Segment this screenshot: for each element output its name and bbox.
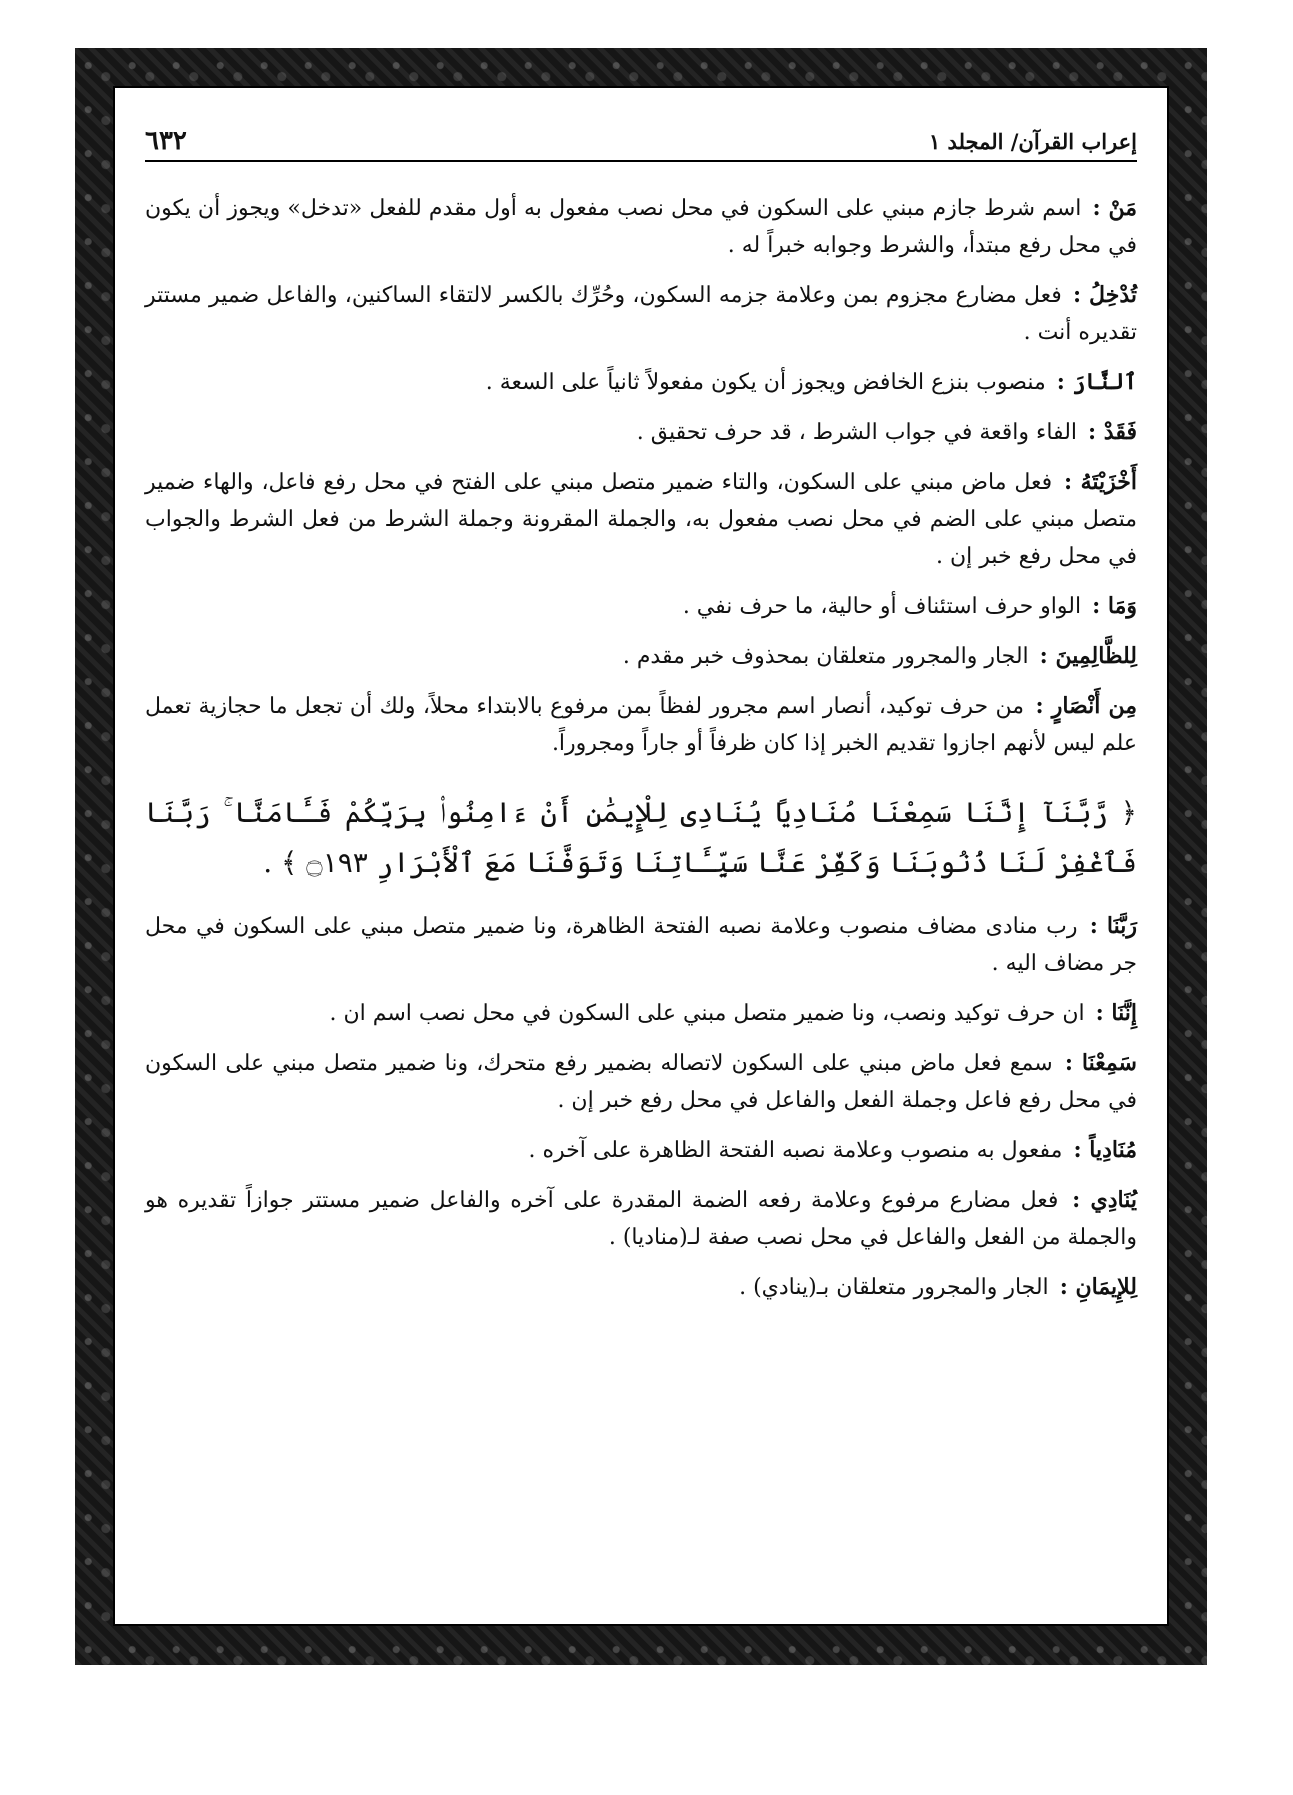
entry-text: من حرف توكيد، أنصار اسم مجرور لفظاً بمن مرفوع بالابتداء محلاً، ولك أن تجعل ما حجازية تعمل علم ليس لأنهم اجازوا تقديم الخبر إذا كان ظرفاً أو جاراً ومجروراً. (145, 694, 1137, 756)
entry-text: الجار والمجرور متعلقان بمحذوف خبر مقدم . (622, 644, 1029, 669)
grammar-entry (145, 277, 1137, 351)
entry-word: تُدْخِلُ : (1073, 282, 1137, 308)
entry-text: منصوب بنزع الخافض ويجوز أن يكون مفعولاً ثانياً على السعة . (485, 370, 1046, 395)
grammar-entry (145, 1132, 1137, 1169)
entry-text: فعل مضارع مجزوم بمن وعلامة جزمه السكون، وحُرِّك بالكسر لالتقاء الساكنين، والفاعل ضمير مستتر تقديره أنت . (145, 283, 1137, 345)
grammar-entry (145, 364, 1137, 401)
page-content (145, 190, 1137, 1319)
entry-word: مُنَادِياً : (1073, 1137, 1137, 1163)
grammar-entry (145, 995, 1137, 1032)
entry-word: يُنَادِي : (1072, 1187, 1137, 1213)
entry-word: رَبَّنَا : (1089, 913, 1137, 939)
entry-text: الجار والمجرور متعلقان بـ(ينادي) . (739, 1275, 1049, 1300)
quran-verse: ﴿ رَّبَّنَآ إِنَّنَا سَمِعْنَا مُنَادِيًا يُنَادِى لِلْإِيمَٰنِ أَنْ ءَامِنُوا۟ بِرَبِّكُمْ فَـَٔامَنَّا ۚ رَبَّنَا فَٱغْفِرْ لَنَا ذُنُوبَنَا وَكَفِّرْ عَنَّا سَيِّـَٔاتِنَا وَتَوَفَّنَا مَعَ ٱلْأَبْرَارِ ۝١٩٣ ﴾ . (145, 796, 1137, 879)
entry-text: ان حرف توكيد ونصب، ونا ضمير متصل مبني على السكون في محل نصب اسم ان . (329, 1001, 1085, 1026)
entry-word: فَقَدْ : (1088, 419, 1137, 445)
entry-word: أَخْزَيْتَهُ : (1063, 469, 1137, 495)
entry-text: سمع فعل ماض مبني على السكون لاتصاله بضمير رفع متحرك، ونا ضمير متصل مبني على السكون في محل رفع فاعل وجملة الفعل والفاعل في محل رفع خبر إن . (145, 1051, 1137, 1113)
grammar-entry (145, 1045, 1137, 1119)
grammar-entry (145, 688, 1137, 762)
entry-text: فعل مضارع مرفوع وعلامة رفعه الضمة المقدرة على آخره والفاعل ضمير مستتر جوازاً تقديره هو والجملة من الفعل والفاعل في محل نصب صفة لـ(مناديا) . (145, 1188, 1137, 1250)
page-number: ٦٣٢ (145, 126, 187, 156)
grammar-entry (145, 908, 1137, 982)
entry-word: مِن أَنْصَارٍ : (1035, 693, 1137, 719)
grammar-entry (145, 414, 1137, 451)
entry-word: مَنْ : (1092, 195, 1138, 221)
entry-text: الفاء واقعة في جواب الشرط ، قد حرف تحقيق . (636, 420, 1078, 445)
entry-word: إِنَّنَا : (1095, 1000, 1137, 1026)
entry-word: وَمَا : (1092, 593, 1137, 619)
entry-text: الواو حرف استئناف أو حالية، ما حرف نفي . (682, 594, 1082, 619)
entry-text: رب منادى مضاف منصوب وعلامة نصبه الفتحة الظاهرة، ونا ضمير متصل مبني على السكون في محل جر مضاف اليه . (145, 914, 1137, 976)
entry-text: مفعول به منصوب وعلامة نصبه الفتحة الظاهرة على آخره . (528, 1138, 1063, 1163)
entry-word: لِلظَّالِمِينَ : (1039, 643, 1137, 669)
entry-word: ٱلنَّارَ : (1056, 369, 1137, 395)
grammar-entry (145, 1269, 1137, 1306)
grammar-entry (145, 638, 1137, 675)
grammar-entry (145, 190, 1137, 264)
entry-word: سَمِعْنَا : (1064, 1050, 1137, 1076)
grammar-entry (145, 1182, 1137, 1256)
book-title: إعراب القرآن/ المجلد ١ (928, 129, 1137, 154)
entry-word: لِلإِيمَانِ : (1059, 1274, 1137, 1300)
entry-text: اسم شرط جازم مبني على السكون في محل نصب مفعول به أول مقدم للفعل «تدخل» ويجوز أن يكون في محل رفع مبتدأ، والشرط وجوابه خبراً له . (145, 196, 1137, 258)
entry-text: فعل ماض مبني على السكون، والتاء ضمير متصل مبني على الفتح في محل رفع فاعل، والهاء ضمير متصل مبني على الضم في محل نصب مفعول به، والجملة المقرونة وجملة الشرط من فعل الشرط والجواب في محل رفع خبر إن . (145, 470, 1137, 569)
page-header (145, 120, 1137, 162)
grammar-entry (145, 588, 1137, 625)
grammar-entry (145, 464, 1137, 575)
